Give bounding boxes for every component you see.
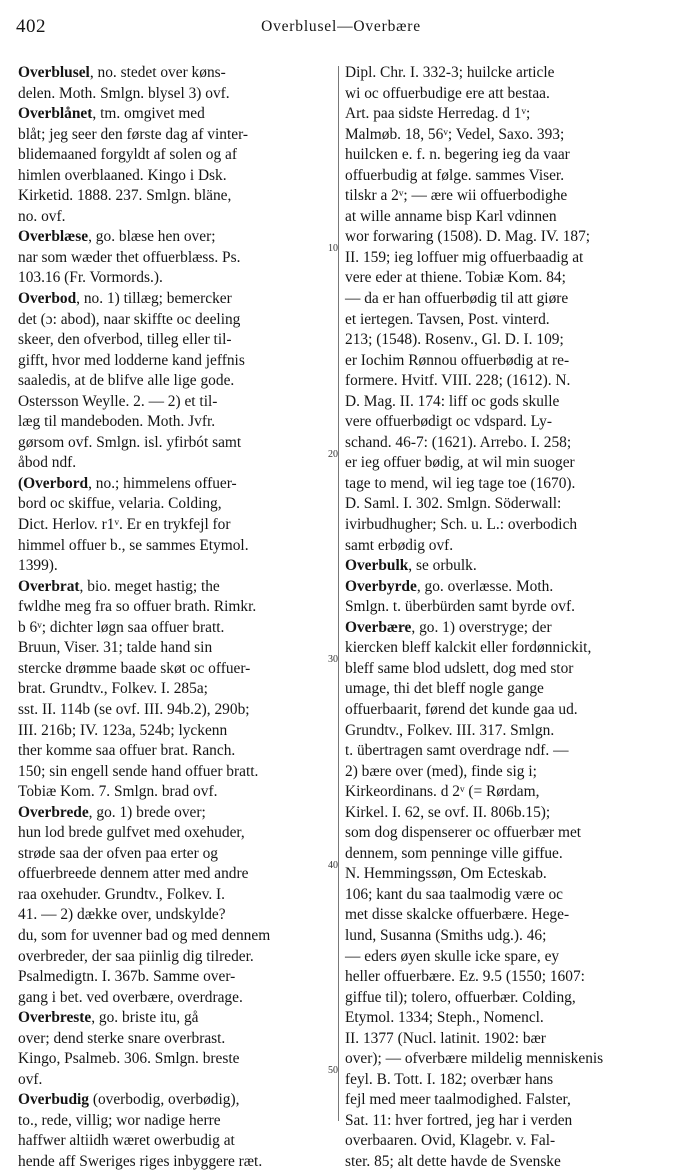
right-column xyxy=(345,63,667,1173)
text-line: wor forwaring (1508). D. Mag. IV. 187; xyxy=(345,228,591,246)
line-marker: 30 xyxy=(328,654,338,665)
text-line: raa oxehuder. Grundtv., Folkev. I. xyxy=(18,885,226,903)
text-line: det (ɔ: abod), naar skiffte oc deeling xyxy=(18,310,241,328)
text-line: gang i bet. ved overbære, overdrage. xyxy=(18,988,243,1006)
text-line: gørsom ovf. Smlgn. isl. yfirbót samt xyxy=(18,433,242,451)
text-line: strøde saa der ofven paa erter og xyxy=(18,844,218,862)
text-line: et iertegen. Tavsen, Post. vinterd. xyxy=(345,310,550,328)
line-marker: 10 xyxy=(328,243,338,254)
text-line: 150; sin engell sende hand offuer bratt. xyxy=(18,762,259,780)
text-line: ther komme saa offuer brat. Ranch. xyxy=(18,742,236,760)
text-line: blidemaaned forgyldt af solen og af xyxy=(18,146,237,164)
text-line: 1399). xyxy=(18,557,58,575)
line-marker: 50 xyxy=(328,1065,338,1076)
text-line: bord oc skiffue, velaria. Colding, xyxy=(18,495,222,513)
text-line: delen. Moth. Smlgn. blysel 3) ovf. xyxy=(18,84,230,102)
text-line: Psalmedigtn. I. 367b. Samme over- xyxy=(18,968,236,986)
text-line: fwldhe meg fra so offuer brath. Rimkr. xyxy=(18,598,257,616)
text-line: Overbreste, go. briste itu, gå xyxy=(18,1009,199,1027)
text-line: Tobiæ Kom. 7. Smlgn. brad ovf. xyxy=(18,783,218,801)
text-line: over; dend sterke snare overbrast. xyxy=(18,1029,226,1047)
text-line: himlen overblaaned. Kingo i Dsk. xyxy=(18,166,227,184)
text-line: tilskr a 2ᵛ; — ære wii offuerbodighe xyxy=(345,187,568,205)
text-line: haffwer altiidh wæret owerbudig at xyxy=(18,1132,235,1150)
text-line: 2) bære over (med), finde sig i; xyxy=(345,762,537,780)
text-line: Overbulk, se orbulk. xyxy=(345,557,477,575)
text-line: 106; kant du saa taalmodig være oc xyxy=(345,885,563,903)
text-line: fejl med meer taalmodighed. Falster, xyxy=(345,1091,571,1109)
text-line: Overbyrde, go. overlæsse. Moth. xyxy=(345,577,554,595)
page-header xyxy=(16,16,666,40)
column-divider xyxy=(338,66,339,1121)
text-line: Overbudig (overbodig, overbødig), xyxy=(18,1091,240,1109)
text-line: åbod ndf. xyxy=(18,454,77,472)
text-line: II. 1377 (Nucl. latinit. 1902: bær xyxy=(345,1029,546,1047)
text-line: b 6ᵛ; dichter løgn saa offuer bratt. xyxy=(18,618,225,636)
text-line: himmel offuer b., se sammes Etymol. xyxy=(18,536,249,554)
text-line: to., rede, villig; wor nadige herre xyxy=(18,1111,221,1129)
text-line: Etymol. 1334; Steph., Nomencl. xyxy=(345,1009,544,1027)
text-line: ovf. xyxy=(18,1070,43,1088)
text-line: Smlgn. t. überbürden samt byrde ovf. xyxy=(345,598,575,616)
text-line: overbaaren. Ovid, Klagebr. v. Fal- xyxy=(345,1132,556,1150)
text-line: er Iochim Rønnou offuerbødig at re- xyxy=(345,351,570,369)
text-line: Kirkeordinans. d 2ᵛ (= Rørdam, xyxy=(345,783,540,801)
text-line: som dog dispenserer oc offuerbær met xyxy=(345,824,582,842)
text-line: huilcken e. f. n. begering ieg da vaar xyxy=(345,146,570,164)
text-line: ster. 85; alt dette havde de Svenske xyxy=(345,1152,561,1170)
running-head: Overblusel—Overbære xyxy=(261,18,421,35)
text-line: ivirbudhugher; Sch. u. L.: overbodich xyxy=(345,516,578,534)
text-line: lund, Susanna (Smiths udg.). 46; xyxy=(345,926,547,944)
text-line: schand. 46-7: (1621). Arrebo. I. 258; xyxy=(345,433,572,451)
text-line: kiercken bleff kalckit eller fordønnickit, xyxy=(345,639,592,657)
text-line: formere. Hvitf. VIII. 228; (1612). N. xyxy=(345,372,571,390)
text-line: 103.16 (Fr. Vormords.). xyxy=(18,269,163,287)
text-line: Ostersson Weylle. 2. — 2) et til- xyxy=(18,392,218,410)
text-line: Overblånet, tm. omgivet med xyxy=(18,105,205,123)
text-line: offuerbaarit, førend det kunde gaa ud. xyxy=(345,700,578,718)
text-line: Overbrede, go. 1) brede over; xyxy=(18,803,206,821)
text-line: Art. paa sidste Herredag. d 1ᵛ; xyxy=(345,105,531,123)
text-line: at wille anname bisp Karl vdinnen xyxy=(345,207,557,225)
line-marker: 20 xyxy=(328,449,338,460)
text-line: Sat. 11: hver fortred, jeg har i verden xyxy=(345,1111,573,1129)
text-line: bleff same blod udslett, dog med stor xyxy=(345,659,574,677)
text-line: tage to mend, wil ieg tage toe (1670). xyxy=(345,474,576,492)
text-line: vere offuerbødigt oc vdspard. Ly- xyxy=(345,413,552,431)
text-line: heller offuerbære. Ez. 9.5 (1550; 1607: xyxy=(345,968,585,986)
text-line: læg til mandeboden. Moth. Jvfr. xyxy=(18,413,216,431)
text-line: D. Mag. II. 174: liff oc gods skulle xyxy=(345,392,560,410)
text-line: III. 216b; IV. 123a, 524b; lyckenn xyxy=(18,721,228,739)
text-line: (Overbord, no.; himmelens offuer- xyxy=(18,474,237,492)
line-marker: 40 xyxy=(328,860,338,871)
text-line: gifft, hvor med lodderne kand jeffnis xyxy=(18,351,245,369)
text-line: — da er han offuerbødig til att giøre xyxy=(345,290,569,308)
text-line: Overbære, go. 1) overstryge; der xyxy=(345,618,552,636)
text-line: stercke drømme baade skøt oc offuer- xyxy=(18,659,251,677)
text-line: brat. Grundtv., Folkev. I. 285a; xyxy=(18,680,208,698)
text-line: saaledis, at de blifve alle lige gode. xyxy=(18,372,235,390)
text-line: blåt; jeg seer den første dag af vinter- xyxy=(18,125,249,143)
text-line: 41. — 2) dække over, undskylde? xyxy=(18,906,226,924)
text-line: du, som for uvenner bad og med dennem xyxy=(18,926,271,944)
text-line: Grundtv., Folkev. III. 317. Smlgn. xyxy=(345,721,555,739)
text-line: wi oc offuerbudige ere att bestaa. xyxy=(345,84,550,102)
text-line: skeer, den ofverbod, tilleg eller til- xyxy=(18,331,232,349)
text-line: er ieg offuer bødig, at wil min suoger xyxy=(345,454,575,472)
text-line: overbreder, der saa piinlig dig tilreder. xyxy=(18,947,254,965)
text-line: offuerbreede dennem atter med andre xyxy=(18,865,249,883)
text-line: N. Hemmingssøn, Om Ecteskab. xyxy=(345,865,547,883)
text-line: Overblusel, no. stedet over køns- xyxy=(18,64,226,81)
text-line: vere eder at thiene. Tobiæ Kom. 84; xyxy=(345,269,566,287)
text-line: over); — ofverbære mildelig menniskenis xyxy=(345,1050,604,1068)
text-line: hun lod brede gulfvet med oxehuder, xyxy=(18,824,245,842)
text-line: Dipl. Chr. I. 332-3; huilcke article xyxy=(345,64,555,81)
text-line: Dict. Herlov. r1ᵛ. Er en trykfejl for xyxy=(18,516,231,534)
text-line: Kirkel. I. 62, se ovf. II. 806b.15); xyxy=(345,803,551,821)
text-line: dennem, som penninge ville giffue. xyxy=(345,844,563,862)
text-line: Malmøb. 18, 56ᵛ; Vedel, Saxo. 393; xyxy=(345,125,565,143)
left-column xyxy=(18,63,333,1173)
text-line: 213; (1548). Rosenv., Gl. D. I. 109; xyxy=(345,331,564,349)
text-line: sst. II. 114b (se ovf. III. 94b.2), 290b; xyxy=(18,700,250,718)
text-line: Bruun, Viser. 31; talde hand sin xyxy=(18,639,213,657)
text-line: offuerbudig at følge. sammes Viser. xyxy=(345,166,565,184)
text-line: no. ovf. xyxy=(18,207,66,225)
text-line: Overblæse, go. blæse hen over; xyxy=(18,228,216,246)
text-line: nar som wæder thet offuerblæss. Ps. xyxy=(18,248,241,266)
text-line: II. 159; ieg loffuer mig offuerbaadig at xyxy=(345,248,584,266)
text-line: Overbod, no. 1) tillæg; bemercker xyxy=(18,290,232,308)
text-line: — eders øyen skulle icke spare, ey xyxy=(345,947,560,965)
text-line: Kirketid. 1888. 237. Smlgn. bläne, xyxy=(18,187,232,205)
text-line: met disse skalcke offuerbære. Hege- xyxy=(345,906,570,924)
text-line: t. übertragen samt overdrage ndf. — xyxy=(345,742,569,760)
text-line: samt erbødig ovf. xyxy=(345,536,454,554)
text-line: Kingo, Psalmeb. 306. Smlgn. breste xyxy=(18,1050,240,1068)
text-line: giffue til); tolero, offuerbær. Colding, xyxy=(345,988,576,1006)
text-line: feyl. B. Tott. I. 182; overbær hans xyxy=(345,1070,554,1088)
text-line: hende aff Sweriges riges inbyggere ræt. xyxy=(18,1152,263,1170)
text-line: D. Saml. I. 302. Smlgn. Söderwall: xyxy=(345,495,562,513)
text-line: umage, thi det bleff nogle gange xyxy=(345,680,544,698)
page-number: 402 xyxy=(16,16,46,37)
text-line: Overbrat, bio. meget hastig; the xyxy=(18,577,220,595)
